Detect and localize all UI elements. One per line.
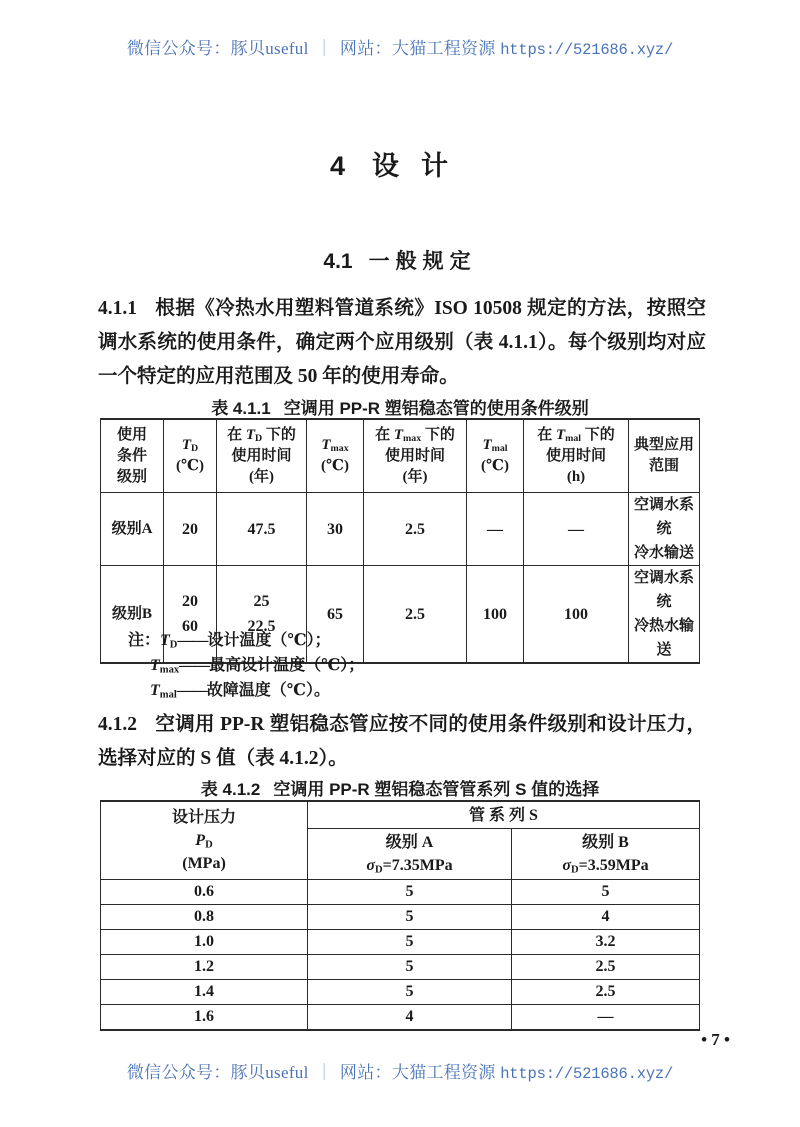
table-412-caption-text: 空调用 PP-R 塑铝稳态管管系列 S 值的选择 xyxy=(273,780,600,799)
th-tmal-duration xyxy=(524,419,629,493)
cell-b-td-time-l2: 22.5 xyxy=(247,618,276,635)
cell-a-tmal-time: — xyxy=(524,493,629,566)
th-tmal-duration-l2: 使用时间 xyxy=(545,447,606,464)
chapter-number: 4 xyxy=(329,151,347,181)
th-tmax-unit: (℃) xyxy=(321,458,349,474)
watermark-wechat-label: 微信公众号： xyxy=(126,39,231,58)
note-3-text: 故障温度（℃）。 xyxy=(206,682,330,699)
section-number: 4.1 xyxy=(323,250,353,273)
cell-a-td: 20 xyxy=(164,493,217,566)
cell-sa-5: 4 xyxy=(308,1005,512,1031)
cell-pd-5: 1.6 xyxy=(101,1005,308,1031)
table-411-header-row xyxy=(101,419,700,493)
th-tmax-sym: T xyxy=(321,437,331,453)
th-tmax-duration xyxy=(364,419,467,493)
table-row xyxy=(101,930,700,955)
table-row xyxy=(101,1005,700,1031)
paragraph-411 xyxy=(98,292,706,394)
note-1-sym: T xyxy=(160,632,170,649)
table-row xyxy=(101,880,700,905)
cell-sb-5: — xyxy=(512,1005,700,1031)
th-level-a-sub: D xyxy=(375,864,383,876)
page-number: • 7 • xyxy=(701,1030,730,1049)
th-design-pressure-sub: D xyxy=(205,839,213,851)
table-row xyxy=(101,493,700,566)
cell-sa-3: 5 xyxy=(308,955,512,980)
cell-b-td-l2: 60 xyxy=(182,618,198,635)
table-412-caption xyxy=(0,775,800,800)
cell-b-td-l1: 20 xyxy=(182,593,198,610)
note-2-dash: —— xyxy=(179,657,210,674)
table-412-caption-number: 表 4.1.2 xyxy=(200,780,261,799)
th-tmal xyxy=(467,419,524,493)
th-pipe-series-group: 管 系 列 S xyxy=(308,801,700,829)
cell-b-tmal: 100 xyxy=(467,566,524,664)
table-row xyxy=(101,955,700,980)
th-level-b-value: =3.59MPa xyxy=(578,857,649,874)
note-3-dash: —— xyxy=(176,682,207,699)
chapter-title-text: 设计 xyxy=(372,151,471,181)
paragraph-412 xyxy=(98,708,706,776)
th-td-duration-l3: (年) xyxy=(249,468,274,485)
th-level-a xyxy=(308,829,512,880)
th-design-pressure-l1: 设计压力 xyxy=(171,809,236,826)
note-1-text: 设计温度（℃）； xyxy=(207,632,331,649)
cell-a-tmax-time: 2.5 xyxy=(364,493,467,566)
cell-sb-0: 5 xyxy=(512,880,700,905)
th-tmal-sub: mal xyxy=(491,443,508,455)
footer-watermark-wechat-label: 微信公众号： xyxy=(126,1063,231,1082)
th-tmax-duration-pre: 在 xyxy=(375,426,394,443)
note-2-sub: max xyxy=(159,664,180,676)
note-prefix: 注： xyxy=(128,632,161,649)
th-tmal-duration-l3: (h) xyxy=(566,468,586,485)
cell-a-application-l2: 冷水输送 xyxy=(633,545,694,561)
cell-pd-0: 0.6 xyxy=(101,880,308,905)
th-tmax-sub: max xyxy=(330,443,349,455)
th-typical-application xyxy=(629,419,700,493)
cell-sa-0: 5 xyxy=(308,880,512,905)
th-tmal-duration-pre: 在 xyxy=(537,426,556,443)
th-level-b xyxy=(512,829,700,880)
paragraph-411-text: 根据《冷热水用塑料管道系统》ISO 10508 规定的方法，按照空调水系统的使用条件，确定两个应用级别（表 4.1.1）。每个级别均对应一个特定的应用范围及 50 年的使用寿命。 xyxy=(98,298,706,387)
th-tmax-duration-sym: T xyxy=(393,426,404,443)
cell-sb-2: 3.2 xyxy=(512,930,700,955)
th-level-b-title: 级别 B xyxy=(582,834,629,851)
footer-watermark xyxy=(0,1058,800,1083)
cell-pd-3: 1.2 xyxy=(101,955,308,980)
th-tmax-duration-l2: 使用时间 xyxy=(384,447,445,464)
cell-a-tmax: 30 xyxy=(307,493,364,566)
cell-a-application xyxy=(629,493,700,566)
th-usage-level-l2: 条件 xyxy=(116,447,147,464)
note-2-text: 最高设计温度（℃）； xyxy=(209,657,365,674)
th-td-unit: (℃) xyxy=(176,458,204,474)
th-level-a-title: 级别 A xyxy=(385,834,434,851)
th-tmal-sym: T xyxy=(482,437,492,453)
cell-sb-1: 4 xyxy=(512,905,700,930)
cell-b-tmal-time: 100 xyxy=(524,566,629,664)
th-usage-level-l3: 级别 xyxy=(116,468,147,485)
table-411-caption-text: 空调用 PP-R 塑铝稳态管的使用条件级别 xyxy=(283,399,589,418)
th-td-duration-sym: T xyxy=(245,426,256,443)
chapter-heading xyxy=(0,144,800,183)
th-level-b-sym: σ xyxy=(562,857,571,874)
paragraph-412-number: 4.1.2 xyxy=(98,714,137,735)
footer-watermark-site-value: 大猫工程资源 xyxy=(391,1063,496,1082)
th-tmax-duration-l3: (年) xyxy=(402,468,428,485)
th-typical-application-l1: 典型应用 xyxy=(633,437,694,453)
watermark-site-value: 大猫工程资源 xyxy=(391,39,496,58)
th-typical-application-l2: 范围 xyxy=(648,458,679,474)
th-td-sub: D xyxy=(191,443,199,455)
cell-level-a: 级别A xyxy=(101,493,164,566)
th-td-duration xyxy=(217,419,307,493)
cell-a-tmal: — xyxy=(467,493,524,566)
cell-level-b: 级别B xyxy=(101,566,164,664)
paragraph-412-text: 空调用 PP-R 塑铝稳态管应按不同的使用条件级别和设计压力，选择对应的 S 值（表 4.1.2）。 xyxy=(98,714,706,769)
th-usage-level xyxy=(101,419,164,493)
footer-watermark-wechat-value: 豚贝useful xyxy=(230,1063,309,1082)
th-design-pressure xyxy=(101,801,308,880)
th-tmax-duration-post: 下的 xyxy=(421,426,455,443)
th-usage-level-l1: 使用 xyxy=(116,426,147,443)
section-title-text: 一般规定 xyxy=(368,250,477,273)
footer-watermark-separator: ｜ xyxy=(315,1063,333,1082)
th-td-duration-l2: 使用时间 xyxy=(231,447,292,464)
th-td-sym: T xyxy=(181,437,192,453)
note-2-sym: T xyxy=(150,657,160,674)
th-td-duration-pre: 在 xyxy=(227,426,246,443)
note-1-dash: —— xyxy=(177,632,208,649)
cell-sb-3: 2.5 xyxy=(512,955,700,980)
th-tmal-duration-post: 下的 xyxy=(581,426,615,443)
note-3-sym: T xyxy=(150,682,160,699)
table-411-caption-number: 表 4.1.1 xyxy=(211,399,271,418)
th-td-duration-sub: D xyxy=(255,432,263,444)
table-pipe-series-s-values xyxy=(100,800,700,1031)
th-td-duration-post: 下的 xyxy=(262,426,296,443)
th-tmax-duration-sub: max xyxy=(403,432,422,444)
table-411-caption xyxy=(0,394,800,419)
watermark-separator: ｜ xyxy=(315,39,333,58)
cell-b-application-l2: 冷热水输送 xyxy=(633,618,694,658)
table-412-header-row-1 xyxy=(101,801,700,829)
cell-b-application-l1: 空调水系统 xyxy=(633,570,694,610)
cell-b-application xyxy=(629,566,700,664)
th-tmal-duration-sym: T xyxy=(555,426,566,443)
watermark-site-label: 网站： xyxy=(339,39,392,58)
th-tmal-unit: (℃) xyxy=(481,458,509,474)
cell-pd-1: 0.8 xyxy=(101,905,308,930)
cell-sa-4: 5 xyxy=(308,980,512,1005)
note-1-sub: D xyxy=(169,639,178,651)
th-design-pressure-unit: (MPa) xyxy=(182,855,226,872)
th-level-a-sym: σ xyxy=(366,857,375,874)
cell-b-tmax-time: 2.5 xyxy=(364,566,467,664)
cell-sa-2: 5 xyxy=(308,930,512,955)
cell-b-td-time-l1: 25 xyxy=(253,593,270,610)
note-line-3 xyxy=(128,678,364,703)
section-heading xyxy=(0,245,800,275)
th-level-a-value: =7.35MPa xyxy=(382,857,453,874)
table-row xyxy=(101,905,700,930)
th-td xyxy=(164,419,217,493)
cell-sa-1: 5 xyxy=(308,905,512,930)
watermark-wechat-value: 豚贝useful xyxy=(230,39,309,58)
th-level-b-sub: D xyxy=(571,864,579,876)
paragraph-411-number: 4.1.1 xyxy=(98,298,137,319)
watermark-url: https://521686.xyz/ xyxy=(500,41,674,59)
table-row xyxy=(101,980,700,1005)
footer-watermark-site-label: 网站： xyxy=(339,1063,392,1082)
th-tmal-duration-sub: mal xyxy=(565,432,582,444)
note-line-1 xyxy=(128,628,364,653)
table-411-notes xyxy=(128,628,364,703)
cell-sb-4: 2.5 xyxy=(512,980,700,1005)
th-design-pressure-sym: P xyxy=(195,832,206,849)
note-3-sub: mal xyxy=(159,689,177,701)
cell-a-td-time: 47.5 xyxy=(217,493,307,566)
cell-pd-4: 1.4 xyxy=(101,980,308,1005)
cell-b-tmax: 65 xyxy=(307,566,364,664)
th-tmax xyxy=(307,419,364,493)
footer-watermark-url: https://521686.xyz/ xyxy=(500,1065,674,1083)
cell-a-application-l1: 空调水系统 xyxy=(633,497,694,537)
note-line-2 xyxy=(128,653,364,678)
cell-pd-2: 1.0 xyxy=(101,930,308,955)
